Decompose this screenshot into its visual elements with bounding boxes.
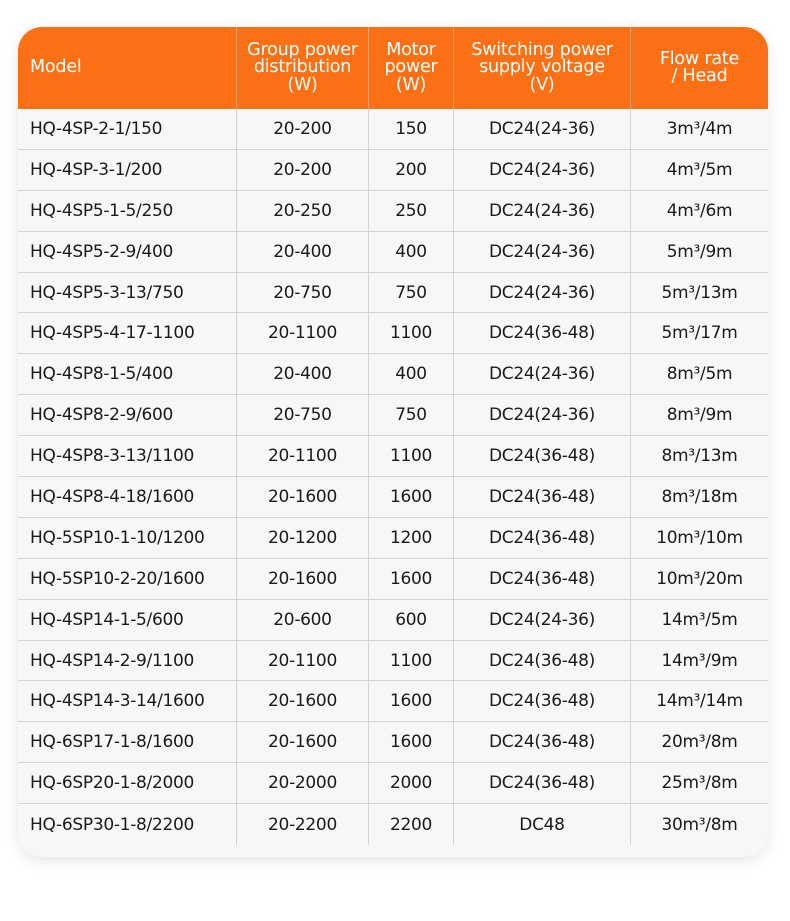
cell-model: HQ-6SP20-1-8/2000 xyxy=(18,763,237,803)
cell-motor-power: 2200 xyxy=(369,804,454,845)
cell-group-power: 20-400 xyxy=(237,354,369,394)
table-body xyxy=(18,109,768,845)
cell-group-power: 20-400 xyxy=(237,232,369,272)
cell-motor-power: 150 xyxy=(369,109,454,149)
cell-motor-power: 750 xyxy=(369,395,454,435)
cell-motor-power: 1600 xyxy=(369,681,454,721)
table-row xyxy=(18,518,768,559)
cell-model: HQ-4SP5-2-9/400 xyxy=(18,232,237,272)
cell-flow-head: 4m³/5m xyxy=(666,159,733,180)
spec-table xyxy=(18,27,768,857)
cell-motor-power: 1100 xyxy=(369,313,454,353)
cell-flow-head: 3m³/4m xyxy=(666,118,733,139)
cell-motor-power: 1100 xyxy=(369,436,454,476)
cell-model: HQ-4SP5-3-13/750 xyxy=(18,273,237,313)
cell-group-power: 20-1600 xyxy=(237,559,369,599)
cell-motor-power: 1600 xyxy=(369,559,454,599)
table-row xyxy=(18,436,768,477)
cell-group-power: 20-1600 xyxy=(237,477,369,517)
cell-flow-head: 14m³/14m xyxy=(656,691,743,712)
cell-flow-head: 30m³/8m xyxy=(661,814,738,835)
cell-motor-power: 600 xyxy=(369,600,454,640)
cell-voltage: DC24(24-36) xyxy=(454,109,631,149)
cell-motor-power: 250 xyxy=(369,191,454,231)
cell-voltage: DC24(36-48) xyxy=(454,641,631,681)
cell-group-power: 20-1100 xyxy=(237,641,369,681)
cell-model: HQ-5SP10-2-20/1600 xyxy=(18,559,237,599)
cell-model: HQ-4SP5-1-5/250 xyxy=(18,191,237,231)
table-row xyxy=(18,232,768,273)
cell-group-power: 20-2200 xyxy=(237,804,369,845)
cell-voltage: DC24(36-48) xyxy=(454,436,631,476)
cell-group-power: 20-200 xyxy=(237,109,369,149)
cell-voltage: DC24(36-48) xyxy=(454,763,631,803)
table-row xyxy=(18,313,768,354)
cell-voltage: DC24(24-36) xyxy=(454,232,631,272)
cell-motor-power: 1200 xyxy=(369,518,454,558)
cell-model: HQ-4SP14-2-9/1100 xyxy=(18,641,237,681)
cell-flow-head: 4m³/6m xyxy=(666,200,733,221)
cell-motor-power: 750 xyxy=(369,273,454,313)
table-row xyxy=(18,804,768,845)
cell-group-power: 20-1200 xyxy=(237,518,369,558)
cell-group-power: 20-2000 xyxy=(237,763,369,803)
cell-model: HQ-4SP-2-1/150 xyxy=(18,109,237,149)
cell-group-power: 20-750 xyxy=(237,273,369,313)
cell-group-power: 20-1100 xyxy=(237,436,369,476)
cell-voltage: DC24(24-36) xyxy=(454,395,631,435)
cell-voltage: DC24(36-48) xyxy=(454,722,631,762)
table-row xyxy=(18,559,768,600)
cell-model: HQ-5SP10-1-10/1200 xyxy=(18,518,237,558)
cell-voltage: DC24(36-48) xyxy=(454,518,631,558)
cell-voltage: DC24(36-48) xyxy=(454,681,631,721)
table-row xyxy=(18,600,768,641)
table-row xyxy=(18,150,768,191)
cell-motor-power: 1600 xyxy=(369,477,454,517)
cell-group-power: 20-1100 xyxy=(237,313,369,353)
cell-flow-head: 5m³/17m xyxy=(661,323,738,344)
cell-motor-power: 2000 xyxy=(369,763,454,803)
cell-model: HQ-4SP8-2-9/600 xyxy=(18,395,237,435)
cell-flow-head: 25m³/8m xyxy=(661,773,738,794)
cell-voltage: DC48 xyxy=(454,804,631,845)
table-header xyxy=(18,27,768,109)
cell-model: HQ-6SP30-1-8/2200 xyxy=(18,804,237,845)
cell-model: HQ-4SP14-3-14/1600 xyxy=(18,681,237,721)
cell-group-power: 20-1600 xyxy=(237,681,369,721)
cell-flow-head: 5m³/13m xyxy=(661,282,738,303)
header-motor-power: Motor power (W) xyxy=(369,27,454,109)
cell-motor-power: 200 xyxy=(369,150,454,190)
cell-motor-power: 1100 xyxy=(369,641,454,681)
cell-model: HQ-4SP5-4-17-1100 xyxy=(18,313,237,353)
cell-flow-head: 5m³/9m xyxy=(666,241,733,262)
table-row xyxy=(18,641,768,682)
cell-flow-head: 10m³/20m xyxy=(656,568,743,589)
cell-voltage: DC24(24-36) xyxy=(454,191,631,231)
cell-group-power: 20-200 xyxy=(237,150,369,190)
header-flow-head: Flow rate / Head xyxy=(659,48,740,86)
table-row xyxy=(18,354,768,395)
table-row xyxy=(18,477,768,518)
cell-voltage: DC24(36-48) xyxy=(454,313,631,353)
cell-group-power: 20-750 xyxy=(237,395,369,435)
cell-model: HQ-4SP8-3-13/1100 xyxy=(18,436,237,476)
cell-flow-head: 8m³/9m xyxy=(666,405,733,426)
cell-model: HQ-4SP14-1-5/600 xyxy=(18,600,237,640)
cell-group-power: 20-250 xyxy=(237,191,369,231)
cell-flow-head: 14m³/5m xyxy=(661,609,738,630)
table-row xyxy=(18,273,768,314)
cell-motor-power: 1600 xyxy=(369,722,454,762)
cell-voltage: DC24(24-36) xyxy=(454,150,631,190)
table-row xyxy=(18,722,768,763)
cell-voltage: DC24(36-48) xyxy=(454,559,631,599)
cell-voltage: DC24(24-36) xyxy=(454,600,631,640)
cell-motor-power: 400 xyxy=(369,354,454,394)
cell-flow-head: 8m³/5m xyxy=(666,364,733,385)
table-row xyxy=(18,763,768,804)
table-row xyxy=(18,395,768,436)
header-voltage: Switching power supply voltage (V) xyxy=(454,27,631,109)
table-row xyxy=(18,109,768,150)
cell-group-power: 20-600 xyxy=(237,600,369,640)
header-model: Model xyxy=(18,27,237,109)
cell-model: HQ-6SP17-1-8/1600 xyxy=(18,722,237,762)
cell-flow-head: 8m³/13m xyxy=(661,446,738,467)
cell-model: HQ-4SP8-4-18/1600 xyxy=(18,477,237,517)
cell-model: HQ-4SP8-1-5/400 xyxy=(18,354,237,394)
cell-flow-head: 20m³/8m xyxy=(661,732,738,753)
header-group-power: Group power distribution (W) xyxy=(237,27,369,109)
cell-voltage: DC24(24-36) xyxy=(454,273,631,313)
cell-model: HQ-4SP-3-1/200 xyxy=(18,150,237,190)
cell-motor-power: 400 xyxy=(369,232,454,272)
cell-group-power: 20-1600 xyxy=(237,722,369,762)
cell-flow-head: 10m³/10m xyxy=(656,527,743,548)
table-row xyxy=(18,681,768,722)
cell-voltage: DC24(24-36) xyxy=(454,354,631,394)
cell-voltage: DC24(36-48) xyxy=(454,477,631,517)
cell-flow-head: 14m³/9m xyxy=(661,650,738,671)
table-row xyxy=(18,191,768,232)
cell-flow-head: 8m³/18m xyxy=(661,486,738,507)
